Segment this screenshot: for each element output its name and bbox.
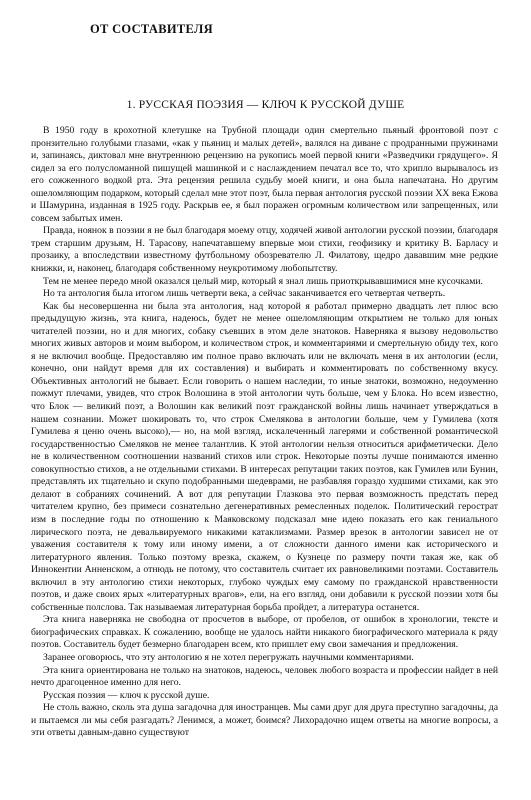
body-text [31, 125, 498, 740]
paragraph: Тем не менее передо мной оказался целый мир, который я знал лишь приоткрывавшимися мне кусочками. [43, 275, 483, 287]
paragraph: Правда, ноянок в поэзии я не был благодаря моему отцу, ходячей живой антологии русской поэзии, благодаря трем старшим друзьям, Н. Тарасову, напечатавшему впервые мои стихи, геофизику и критику В. Барласу и прозаику, а впоследствии известному футбольному обозревателю Л. Филатову, щедро дававшим мне редкие книжки, и, наконец, благодаря собственному неукротимому любопытству. [31, 225, 498, 275]
paragraph: Но та антология была итогом лишь четверти века, а сейчас заканчивается его четвертая четверть. [43, 288, 446, 300]
paragraph: Эта книга наверняка не свободна от просчетов в выборе, от пробелов, от ошибок в хронологии, тексте и биографических справках. К сожалению, вообще не удалось найти никакого биографического материала к ряду поэтов. Составитель будет безмерно благодарен всем, кто пришлет ему свои замечания и предложения. [31, 614, 498, 651]
paragraph: Эта книга ориентирована не только на знатоков, надеюсь, человек любого возраста и профессии найдет в ней нечто драгоценное именно для него. [31, 664, 498, 689]
paragraph: В 1950 году в крохотной клетушке на Трубной площади один смертельно пьяный фронтовой поэт с пронзительно голубыми глазами, «как у пьяниц и малых детей», валялся на диване с продранными пружинами и, запинаясь, диктовал мне внутреннюю рецензию на рукопись моей первой книги «Разведчики грядущего». Я сидел за его полусломанной пишущей машинкой и с наслаждением печатал все то, что хрипло вырывалось из его сожженного водкой рта. Эта рецензия решила судьбу моей книги, и она была напечатана. Но другим ошеломляющим подарком, который сделал мне этот поэт, была первая антология русской поэзии XX века Ежова и Шамурина, изданная в 1925 году. Раскрыв ее, я был поражен огромным количеством или запрещенных, или совсем забытых имен. [31, 125, 498, 224]
chapter-title: 1. РУССКАЯ ПОЭЗИЯ — КЛЮЧ К РУССКОЙ ДУШЕ [126, 99, 405, 111]
paragraph: Русская поэзия — ключ к русской душе. [43, 689, 210, 701]
paragraph: Как бы несовершенна ни была эта антология, над которой я работал примерно двадцать лет плюс всю предыдущую жизнь, эта книга, надеюсь, будет не менее ошеломляющим открытием не только для юных читателей поэзии, но и для многих, собаку съевших в этом деле знатоков. Наверняка я вызову недовольство многих живых авторов и моим выбором, и количеством строк, и комментариями и смертельную обиду тех, кого я не включил вообще. Предоставляю им полное право включать или не включать меня в их антологии (если, конечно, они найдут время для их составления) и выбирать и комментировать по собственному вкусу. Объективных антологий не бывает. Если говорить о нашем наследии, то иные знатоки, возможно, недоуменно пожмут плечами, увидев, что строк Волошина в этой антологии чуть больше, чем у Блока. Но всем известно, что Блок — великий поэт, а Волошин как великий поэт гражданской войны лишь начинает утверждаться в нашем сознании. Может шокировать то, что строк Смелякова в антологии больше, чем у Гумилева (хотя Гумилева я ценю очень высоко),— но, на мой взгляд, искалеченный лагерями и собственной романтической государственностью Смеляков не менее талантлив. К этой антологии нельзя относиться арифметически. Дело не в количественном соотношении названий стихов или строк. Некоторые поэты лучше понимаются именно совокупностью стихов, а не отдельными стихами. В интересах репутации таких поэтов, как Гумилев или Бунин, представлять их тщательно и скупо подобранными шедеврами, не разбавляя гораздо худшими стихами, как это делают в собраниях сочинений. А вот для репутации Глазкова это первая возможность предстать перед читателем крупно, без примеси сознательно дегенеративных ремесленных поделок. Политический герострат изм в последние годы по отношению к Маяковскому подсказал мне идею показать его как гениального лирического поэта, не девальвируемого никакими катаклизмами. Размер врезок в антологии зависел не от уважения составителя к тому или иному имени, а от сложности данного имени как исторического и литературного явления. Только поэтому врезка, скажем, о Кузнеце по размеру почти такая же, как об Иннокентии Анненском, а отнюдь не потому, что составитель считает их равновеликими поэтами. Составитель включил в эту антологию стихи некоторых, глубоко чуждых ему самому по гражданской нравственности поэтов, и даже своих ярых «литературных врагов», ели, на его взгляд, они добавили к русской поэзии хотя бы собственные полслова. Так называемая литературная борьба пройдет, а литература останется. [31, 300, 498, 613]
section-title: ОТ СОСТАВИТЕЛЯ [90, 22, 213, 36]
paragraph: Заранее оговорюсь, что эту антологию я не хотел перегружать научными комментариями. [43, 651, 414, 663]
paragraph: Не столь важно, сколь эта душа загадочна для иностранцев. Мы сами друг для друга преступно загадочны, да и пытаемся ли мы себя разгадать? Ленимся, а может, боимся? Лихорадочно ищем ответы на многие вопросы, а эти ответы давным-давно существуют [31, 702, 498, 739]
